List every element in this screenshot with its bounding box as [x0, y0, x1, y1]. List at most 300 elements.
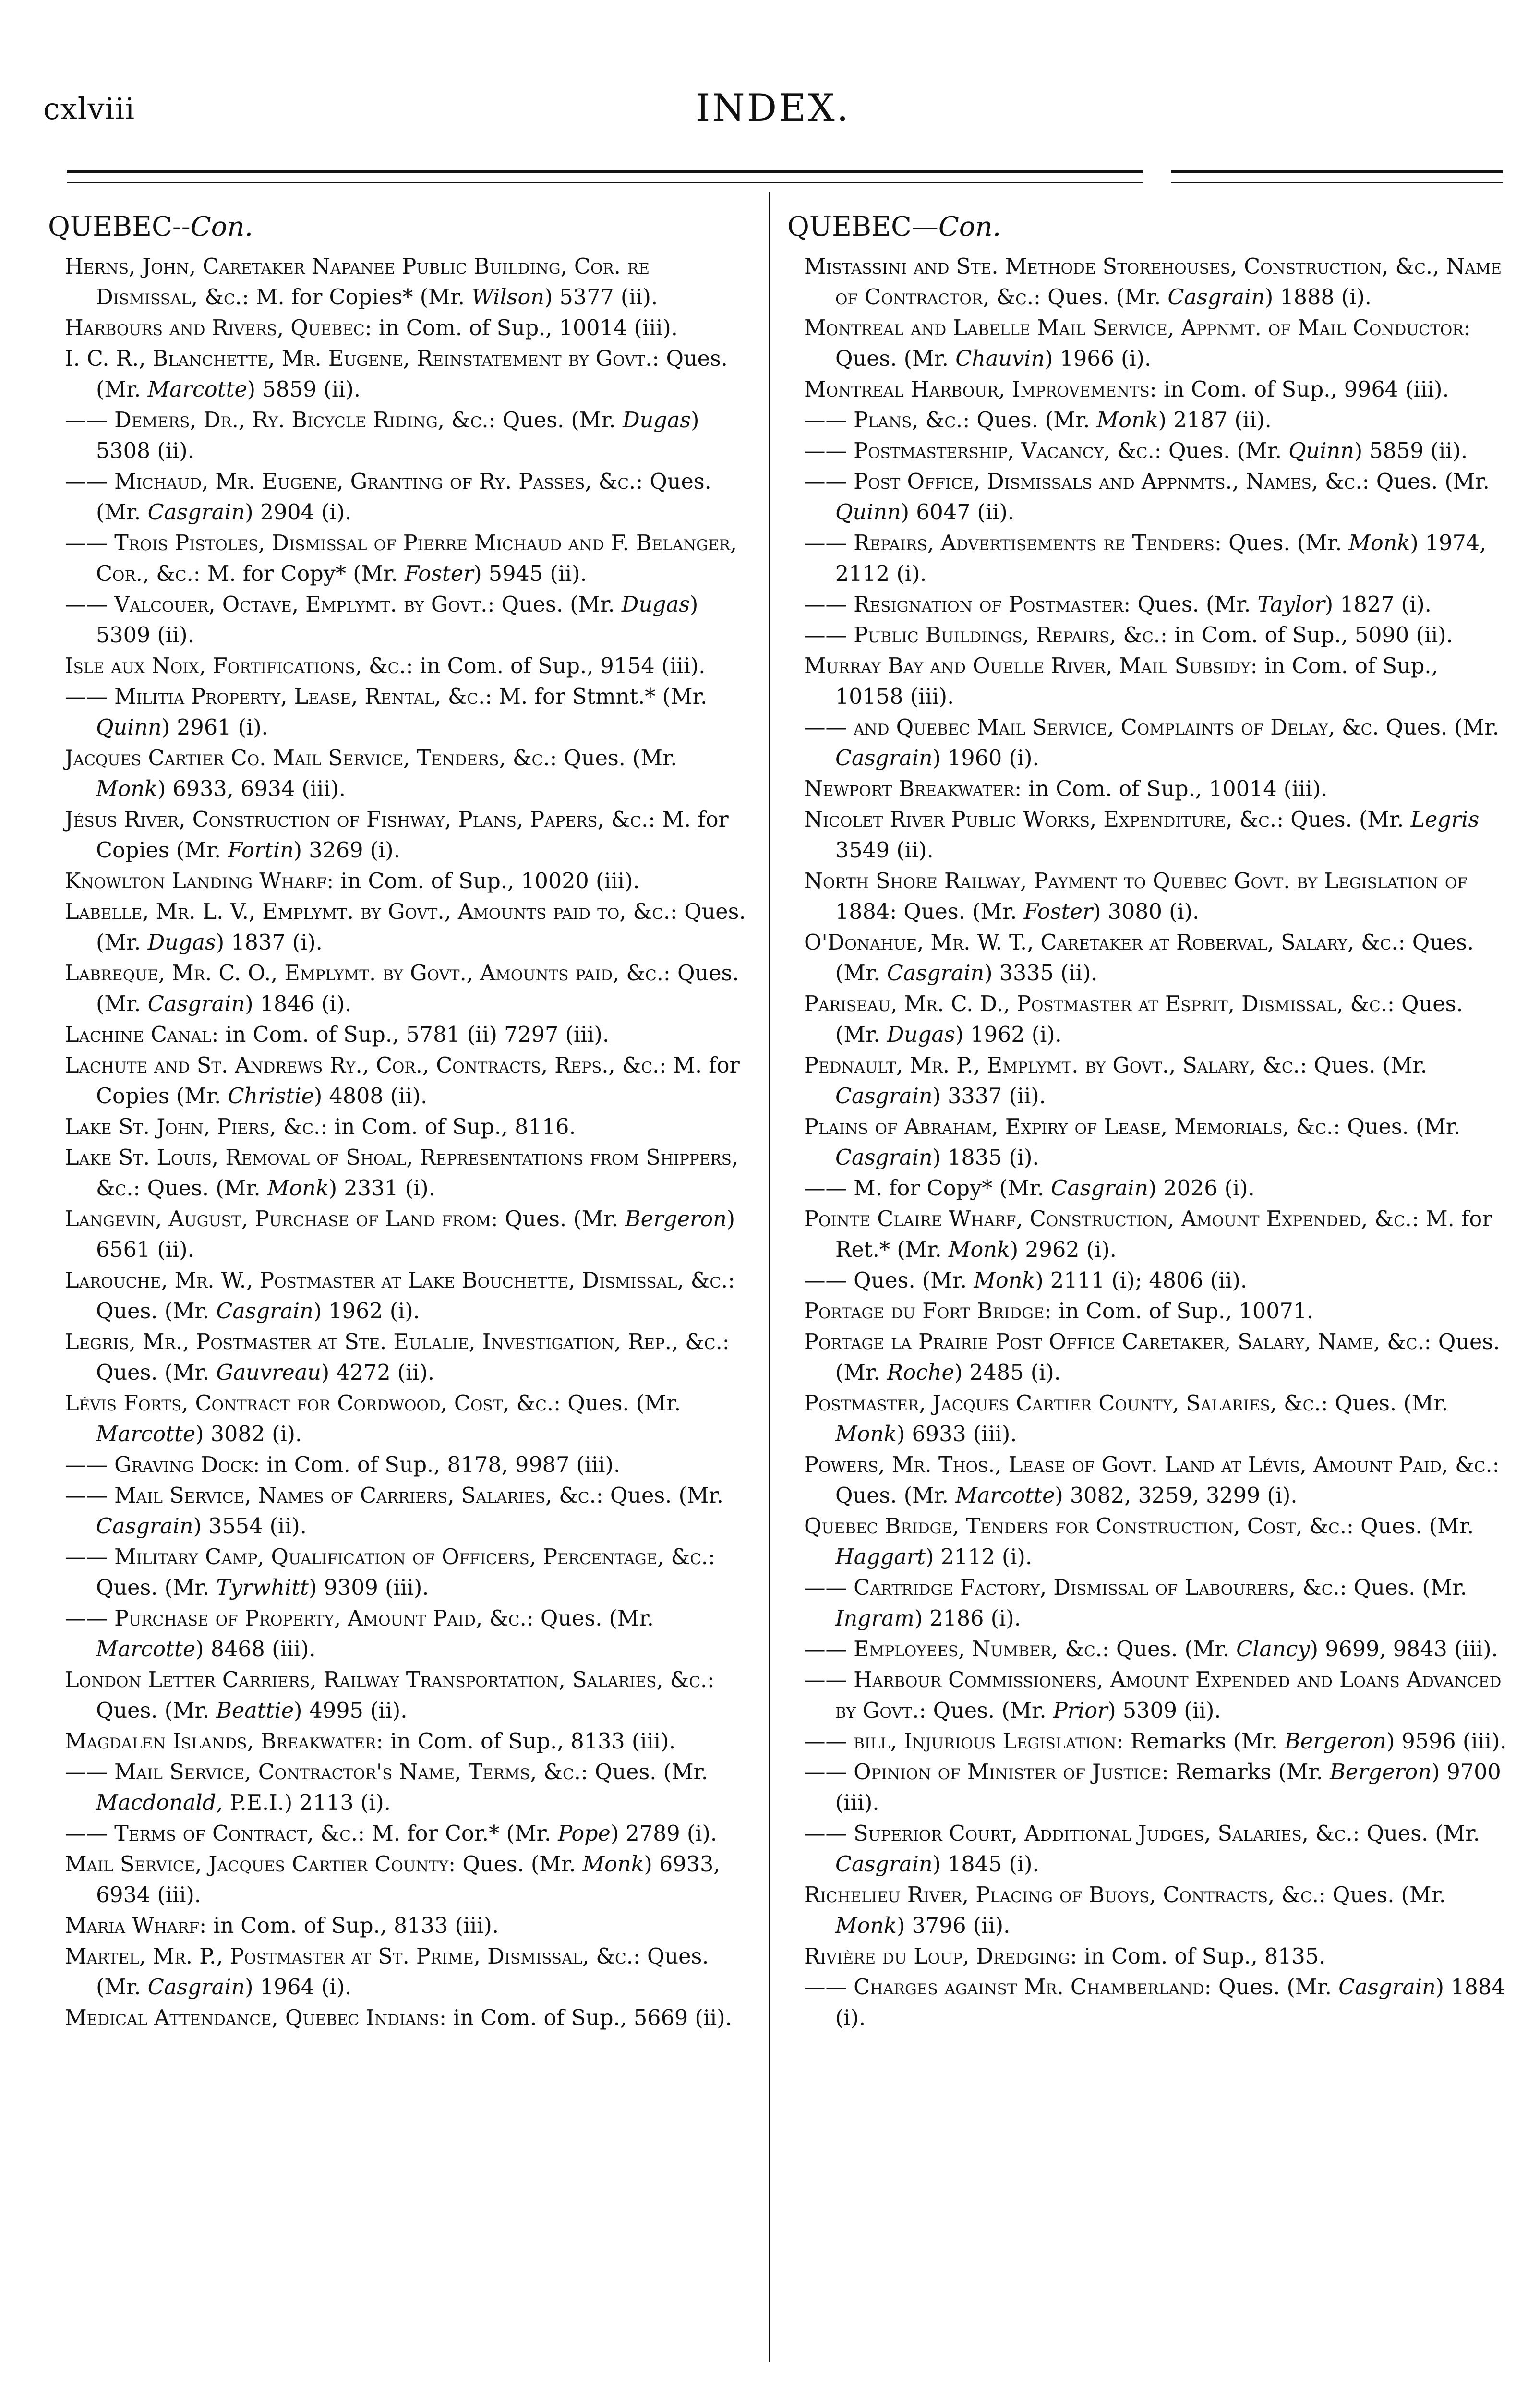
entry-heading: —— Charges against Mr. Chamberland:	[804, 1975, 1212, 2000]
entry-member: Fortin	[228, 838, 294, 863]
page-number: cxlviii	[43, 91, 135, 126]
index-entry	[787, 1665, 1507, 1726]
entry-reference: Ques. (Mr.	[96, 1944, 709, 2000]
entry-page-ref: ) 2112 (i).	[926, 1545, 1033, 1569]
entry-member: Pope	[558, 1821, 611, 1846]
entry-page-ref: ) 6933, 6934 (iii).	[96, 1852, 721, 1907]
entry-reference: Ques. (Mr.	[835, 347, 956, 371]
entry-heading: —— Military Camp, Qualification of Officers, Percentage, &c.:	[65, 1545, 716, 1569]
entry-reference: M. for Cor.* (Mr.	[365, 1821, 558, 1846]
header-rule-right	[1171, 170, 1503, 173]
entry-member: Monk	[96, 777, 157, 801]
entry-member: Marcotte	[96, 1637, 196, 1662]
index-entry	[787, 313, 1507, 374]
index-entry	[787, 1573, 1507, 1634]
entry-page-ref: ) 2331 (i).	[328, 1176, 435, 1201]
entry-page-ref: ) 2962 (i).	[1010, 1238, 1117, 1262]
entry-member: Dugas	[887, 1023, 955, 1047]
entry-heading: Quebec Bridge, Tenders for Construction, Cost, &c.:	[804, 1514, 1354, 1539]
entry-heading: Plains of Abraham, Expiry of Lease, Memorials, &c.:	[804, 1115, 1341, 1139]
entry-heading: Pointe Claire Wharf, Construction, Amount Expended, &c.:	[804, 1207, 1419, 1231]
entry-heading: Lake St. Louis, Removal of Shoal, Representations from Shippers, &c.:	[65, 1145, 739, 1201]
index-entry	[48, 958, 754, 1020]
index-entry	[787, 712, 1507, 774]
entry-page-ref: ) 4808 (ii).	[313, 1084, 428, 1109]
entry-page-ref: ) 3080 (i).	[1093, 900, 1200, 924]
entry-member: Macdonald,	[96, 1791, 223, 1815]
index-entry	[787, 1204, 1507, 1266]
entry-heading: Jésus River, Construction of Fishway, Plans, Papers, &c.:	[65, 808, 656, 832]
entry-heading: —— Opinion of Minister of Justice:	[804, 1760, 1169, 1784]
index-entry	[48, 528, 754, 590]
entry-reference: Ques. (Mr.	[1284, 808, 1411, 832]
index-entry	[787, 928, 1507, 989]
index-entry	[787, 1327, 1507, 1388]
entry-heading: Powers, Mr. Thos., Lease of Govt. Land at Lévis, Amount Paid, &c.:	[804, 1453, 1500, 1477]
entry-reference: M. for Copy* (Mr.	[847, 1176, 1051, 1201]
index-entry	[48, 651, 754, 682]
entry-heading: Magdalen Islands, Breakwater:	[65, 1729, 384, 1754]
index-entry	[787, 436, 1507, 467]
entry-heading: —— Employees, Number, &c.:	[804, 1637, 1109, 1662]
index-entry	[48, 1603, 754, 1665]
entry-reference: Ques. (Mr.	[970, 408, 1097, 433]
entry-heading: Newport Breakwater:	[804, 777, 1022, 801]
entry-reference: Ques. (Mr.	[96, 347, 728, 402]
entry-page-ref: ) 5859 (ii).	[247, 377, 361, 402]
index-entry	[48, 252, 754, 313]
entry-heading: O'Donahue, Mr. W. T., Caretaker at Roberval, Salary, &c.:	[804, 930, 1406, 955]
index-entry	[787, 989, 1507, 1050]
index-entry	[48, 2003, 754, 2034]
entry-reference: in Com. of Sup., 5669 (ii).	[446, 2006, 732, 2030]
entry-member: Casgrain	[835, 746, 933, 771]
entry-member: Casgrain	[1338, 1975, 1436, 2000]
index-entry	[787, 374, 1507, 405]
index-entry	[787, 1941, 1507, 1972]
entry-member: Tyrwhitt	[216, 1576, 309, 1600]
entry-reference: Ques. (Mr.	[1131, 592, 1258, 617]
entry-reference: Ques. (Mr.	[140, 1176, 267, 1201]
entry-reference: Ques. (Mr.	[456, 1852, 583, 1877]
entry-page-ref: ) 5309 (ii).	[96, 592, 698, 648]
index-entry	[48, 682, 754, 743]
entry-heading: Mistassini and Ste. Methode Storehouses, Construction, &c., Name of Contractor, &c.:	[804, 254, 1502, 310]
entry-reference: Ques. (Mr.	[96, 1361, 217, 1385]
right-column	[787, 211, 1507, 2386]
page-header	[43, 82, 1503, 149]
index-entry	[48, 1481, 754, 1542]
entry-heading: —— Valcouer, Octave, Emplymt. by Govt.:	[65, 592, 495, 617]
entry-reference: M. for Stmnt.* (Mr.	[492, 685, 708, 709]
entry-member: Casgrain	[147, 1975, 245, 2000]
entry-page-ref: ) 2026 (i).	[1148, 1176, 1255, 1201]
entry-page-ref: ) 9309 (iii).	[309, 1576, 429, 1600]
entry-member: Bergeron	[625, 1207, 727, 1231]
entry-page-ref: ) 5945 (ii).	[473, 562, 587, 586]
index-entry	[48, 743, 754, 805]
entry-page-ref: ) 2961 (i).	[161, 715, 268, 740]
entry-reference: in Com. of Sup., 8116.	[327, 1115, 576, 1139]
entry-page-ref: ) 4272 (ii).	[321, 1361, 435, 1385]
entry-reference: in Com. of Sup., 9154 (iii).	[413, 654, 706, 678]
entry-heading: Lachine Canal:	[65, 1023, 219, 1047]
entry-reference: M. for Ret.* (Mr.	[835, 1207, 1492, 1262]
entry-heading: —— Superior Court, Additional Judges, Salaries, &c.:	[804, 1821, 1360, 1846]
index-entry	[48, 1204, 754, 1266]
entry-reference: in Com. of Sup., 10158 (iii).	[835, 654, 1438, 709]
entry-member: Casgrain	[1051, 1176, 1148, 1201]
entry-member: Monk	[835, 1914, 897, 1938]
entry-reference: Ques. (Mr.	[1109, 1637, 1237, 1662]
index-entry	[787, 1880, 1507, 1941]
entry-page-ref: ) 5309 (ii).	[1107, 1699, 1221, 1723]
entry-reference: Ques. (Mr.	[96, 1299, 217, 1324]
index-entry	[48, 1941, 754, 2003]
entry-reference: Ques. (Mr.	[835, 1483, 956, 1508]
entry-page-ref: ) 1962 (i).	[313, 1299, 420, 1324]
entry-heading: Legris, Mr., Postmaster at Ste. Eulalie, Investigation, Rep., &c.:	[65, 1330, 730, 1354]
entry-page-ref: ) 6933 (iii).	[896, 1422, 1017, 1447]
entry-member: Bergeron	[1285, 1729, 1386, 1754]
index-entry	[787, 1511, 1507, 1573]
entry-heading: —— Mail Service, Contractor's Name, Terms, &c.:	[65, 1760, 588, 1784]
entry-page-ref: ) 1966 (i).	[1045, 347, 1152, 371]
entry-heading: ——	[804, 1268, 847, 1293]
entry-heading: Lévis Forts, Contract for Cordwood, Cost, &c.:	[65, 1391, 561, 1416]
index-entry	[787, 467, 1507, 528]
entry-reference: Ques. (Mr.	[847, 1268, 974, 1293]
entry-member: Casgrain	[147, 500, 245, 525]
entry-member: Casgrain	[96, 1514, 193, 1539]
entry-heading: Labelle, Mr. L. V., Emplymt. by Govt., Amounts paid to, &c.:	[65, 900, 677, 924]
entry-page-ref: ) 1974, 2112 (i).	[835, 531, 1487, 586]
entry-heading: London Letter Carriers, Railway Transportation, Salaries, &c.:	[65, 1668, 715, 1692]
entry-heading: Herns, John, Caretaker Napanee Public Building, Cor. re Dismissal, &c.:	[65, 254, 650, 310]
index-entry	[787, 1757, 1507, 1819]
entry-member: Casgrain	[887, 961, 985, 986]
entry-member: Quinn	[1288, 439, 1354, 463]
entry-member: Bergeron	[1330, 1760, 1432, 1784]
entry-member: Monk	[1096, 408, 1158, 433]
entry-member: Casgrain	[835, 1145, 933, 1170]
index-entry	[787, 1819, 1507, 1880]
entry-heading: Maria Wharf:	[65, 1914, 207, 1938]
entry-member: Taylor	[1257, 592, 1325, 617]
index-entry	[787, 1972, 1507, 2034]
index-entry	[48, 1911, 754, 1941]
entry-heading: Pednault, Mr. P., Emplymt. by Govt., Salary, &c.:	[804, 1053, 1307, 1078]
entry-reference: Ques. (Mr.	[1369, 470, 1490, 494]
index-entry	[787, 590, 1507, 620]
header-rule-thin	[67, 182, 1143, 183]
entry-member: Legris	[1410, 808, 1480, 832]
entry-reference: Ques. (Mr.	[495, 408, 623, 433]
entry-page-ref: ) 5377 (ii).	[544, 285, 658, 310]
entry-page-ref: ) 1884 (i).	[835, 1975, 1505, 2030]
entry-reference: in Com. of Sup., 10014 (iii).	[372, 316, 678, 340]
entry-heading: Martel, Mr. P., Postmaster at St. Prime, Dismissal, &c.:	[65, 1944, 640, 1969]
entry-reference: Ques. (Mr.	[1340, 1115, 1461, 1139]
entry-member: Clancy	[1236, 1637, 1310, 1662]
index-entry	[787, 1726, 1507, 1757]
left-column	[48, 211, 754, 2386]
entry-heading: Nicolet River Public Works, Expenditure, &c.:	[804, 808, 1284, 832]
index-entry	[48, 1388, 754, 1450]
index-entry	[787, 1112, 1507, 1173]
entry-member: Marcotte	[147, 377, 247, 402]
entry-reference: Ques. (Mr.	[1353, 1514, 1474, 1539]
header-rule-right-thin	[1171, 182, 1503, 183]
index-entry	[787, 651, 1507, 712]
entry-reference: M. for Copies* (Mr.	[249, 285, 472, 310]
entry-reference: Ques. (Mr.	[1040, 285, 1168, 310]
index-entry	[787, 1296, 1507, 1327]
entry-page-ref: ) 1888 (i).	[1264, 285, 1372, 310]
entry-member: Quinn	[835, 500, 901, 525]
entry-heading: Labreque, Mr. C. O., Emplymt. by Govt., Amounts paid, &c.:	[65, 961, 671, 986]
entry-page-ref: ) 1827 (i).	[1324, 592, 1432, 617]
entry-reference: Ques. (Mr.	[835, 930, 1474, 986]
entry-reference: Ques. (Mr.	[557, 746, 677, 771]
entry-page-ref: ) 3082 (i).	[195, 1422, 302, 1447]
entry-heading: —— Purchase of Property, Amount Paid, &c.:	[65, 1606, 534, 1631]
entry-reference: in Com. of Sup., 8133 (iii).	[383, 1729, 676, 1754]
entry-reference: in Com. of Sup., 5090 (ii).	[1167, 623, 1453, 648]
section-heading-con: Con.	[938, 211, 1001, 242]
entry-page-ref: ) 2485 (i).	[954, 1361, 1061, 1385]
entry-reference: Ques. (Mr.	[498, 1207, 625, 1231]
index-entry	[48, 897, 754, 958]
entry-heading: Postmaster, Jacques Cartier County, Salaries, &c.:	[804, 1391, 1328, 1416]
entry-page-ref: ) 4995 (ii).	[294, 1699, 408, 1723]
index-entry	[787, 1050, 1507, 1112]
header-rule	[67, 170, 1143, 173]
entry-heading: Richelieu River, Placing of Buoys, Contracts, &c.:	[804, 1883, 1326, 1907]
entry-member: Wilson	[471, 285, 544, 310]
entry-reference: M. for Copies (Mr.	[96, 1053, 740, 1109]
entry-reference: in Com. of Sup., 8178, 9987 (iii).	[260, 1453, 620, 1477]
entry-reference: Ques. (Mr.	[1307, 1053, 1427, 1078]
entry-heading: Larouche, Mr. W., Postmaster at Lake Bouchette, Dismissal, &c.:	[65, 1268, 735, 1293]
entry-member: Dugas	[621, 592, 690, 617]
index-entry	[787, 774, 1507, 805]
entry-heading: —— Public Buildings, Repairs, &c.:	[804, 623, 1167, 648]
index-entry	[48, 1542, 754, 1603]
entry-page-ref: ) 1846 (i).	[245, 992, 352, 1016]
entry-page-ref: ) 1960 (i).	[932, 746, 1039, 771]
entry-reference: Ques. (Mr.	[96, 1699, 217, 1723]
entry-page-ref: ) 9700 (iii).	[835, 1760, 1501, 1815]
entry-reference: in Com. of Sup., 8135.	[1077, 1944, 1326, 1969]
index-entry	[787, 1388, 1507, 1450]
entry-reference: Ques. (Mr.	[96, 1576, 217, 1600]
entry-reference: Ques. (Mr.	[897, 900, 1024, 924]
section-heading-con: Con.	[190, 211, 253, 242]
entry-reference: in Com. of Sup., 10020 (iii).	[334, 869, 640, 893]
index-entry	[48, 344, 754, 405]
entry-reference: Ques. (Mr.	[96, 900, 746, 955]
entry-page-ref: ) 3269 (i).	[293, 838, 400, 863]
index-entry	[48, 313, 754, 344]
entry-member: Monk	[1348, 531, 1410, 555]
entry-heading: Isle aux Noix, Fortifications, &c.:	[65, 654, 413, 678]
entry-page-ref: ) 9699, 9843 (iii).	[1310, 1637, 1498, 1662]
entry-member: Gauvreau	[216, 1361, 321, 1385]
entry-heading: Lachute and St. Andrews Ry., Cor., Contracts, Reps., &c.:	[65, 1053, 667, 1078]
entry-heading: —— Militia Property, Lease, Rental, &c.:	[65, 685, 493, 709]
entry-reference: M. for Copy* (Mr.	[200, 562, 405, 586]
index-entry	[787, 620, 1507, 651]
entry-page-ref: ) 9596 (iii).	[1386, 1729, 1507, 1754]
entry-page-ref: ) 1835 (i).	[932, 1145, 1039, 1170]
entry-heading: —— Demers, Dr., Ry. Bicycle Riding, &c.:	[65, 408, 496, 433]
index-entry	[787, 866, 1507, 928]
entry-member: Monk	[974, 1268, 1035, 1293]
entry-reference: in Com. of Sup., 8133 (iii).	[206, 1914, 499, 1938]
entry-member: Quinn	[96, 715, 162, 740]
index-entry	[48, 866, 754, 897]
entry-reference: Ques. (Mr.	[1222, 531, 1349, 555]
index-entry	[787, 1173, 1507, 1204]
entry-heading: I. C. R., Blanchette, Mr. Eugene, Reinstatement by Govt.:	[65, 347, 660, 371]
entry-reference: Remarks (Mr.	[1168, 1760, 1330, 1784]
running-title: INDEX.	[695, 86, 851, 130]
entry-member: Casgrain	[835, 1084, 933, 1109]
index-entry	[48, 1143, 754, 1204]
entry-page-ref: ) 1837 (i).	[216, 930, 323, 955]
entry-page-ref: P.E.I.) 2113 (i).	[223, 1791, 391, 1815]
entry-heading: Harbours and Rivers, Quebec:	[65, 316, 372, 340]
entry-page-ref: ) 3337 (ii).	[932, 1084, 1046, 1109]
entry-heading: Montreal Harbour, Improvements:	[804, 377, 1157, 402]
entry-heading: —— Cartridge Factory, Dismissal of Labourers, &c.:	[804, 1576, 1347, 1600]
section-heading-text: QUEBEC—	[787, 211, 938, 242]
entry-page-ref: ) 3082, 3259, 3299 (i).	[1055, 1483, 1298, 1508]
index-entry	[48, 1020, 754, 1050]
section-heading	[48, 211, 754, 243]
entry-page-ref: ) 6047 (ii).	[901, 500, 1014, 525]
entry-heading: —— Michaud, Mr. Eugene, Granting of Ry. Passes, &c.:	[65, 470, 643, 494]
column-divider	[769, 192, 770, 2362]
entry-member: Foster	[1023, 900, 1093, 924]
entry-reference: Ques. (Mr.	[1161, 439, 1289, 463]
entry-heading: Knowlton Landing Wharf:	[65, 869, 334, 893]
entry-page-ref: ) 3796 (ii).	[896, 1914, 1011, 1938]
entry-heading: Portage du Fort Bridge:	[804, 1299, 1052, 1324]
entry-member: Casgrain	[147, 992, 245, 1016]
entry-reference: Ques. (Mr.	[494, 592, 622, 617]
entry-page-ref: ) 3554 (ii).	[193, 1514, 307, 1539]
entry-reference: in Com. of Sup., 10014 (iii).	[1022, 777, 1328, 801]
index-entry	[787, 405, 1507, 436]
entry-page-ref: ) 2789 (i).	[610, 1821, 717, 1846]
entry-heading: Lake St. John, Piers, &c.:	[65, 1115, 328, 1139]
entry-page-ref: ) 1845 (i).	[932, 1852, 1039, 1877]
entry-heading: —— bill, Injurious Legislation:	[804, 1729, 1124, 1754]
entry-heading: —— Plans, &c.:	[804, 408, 970, 433]
index-entry	[48, 1665, 754, 1726]
index-entry	[787, 1266, 1507, 1296]
entry-reference: in Com. of Sup., 9964 (iii).	[1156, 377, 1449, 402]
entry-heading: —— and Quebec Mail Service, Complaints of Delay, &c.	[804, 715, 1379, 740]
entry-page-ref: 3549 (ii).	[835, 838, 934, 863]
entry-member: Beattie	[216, 1699, 294, 1723]
entry-member: Monk	[948, 1238, 1010, 1262]
entry-member: Marcotte	[96, 1422, 196, 1447]
entry-heading: —— Trois Pistoles, Dismissal of Pierre Michaud and F. Belanger, Cor., &c.:	[65, 531, 737, 586]
entry-member: Ingram	[835, 1606, 914, 1631]
entry-reference: in Com. of Sup., 10071.	[1051, 1299, 1314, 1324]
entry-page-ref: ) 6561 (ii).	[96, 1207, 735, 1262]
index-entry	[48, 1450, 754, 1481]
entry-heading: —— Graving Dock:	[65, 1453, 260, 1477]
index-entry	[787, 1634, 1507, 1665]
entry-heading: Medical Attendance, Quebec Indians:	[65, 2006, 447, 2030]
index-entry	[48, 590, 754, 651]
entry-heading: ——	[804, 1176, 847, 1201]
index-entry	[48, 1327, 754, 1388]
entry-reference: Ques. (Mr.	[1328, 1391, 1448, 1416]
index-entry	[48, 1757, 754, 1819]
entry-list	[787, 252, 1507, 2034]
entry-reference: Ques. (Mr.	[603, 1483, 723, 1508]
entry-member: Prior	[1053, 1699, 1108, 1723]
entry-heading: —— Post Office, Dismissals and Appnmts., Names, &c.:	[804, 470, 1370, 494]
entry-member: Monk	[835, 1422, 897, 1447]
entry-member: Chauvin	[955, 347, 1045, 371]
entry-page-ref: ) 6933, 6934 (iii).	[157, 777, 346, 801]
entry-heading: —— Terms of Contract, &c.:	[65, 1821, 365, 1846]
entry-page-ref: ) 2187 (ii).	[1158, 408, 1272, 433]
entry-page-ref: ) 5308 (ii).	[96, 408, 699, 463]
entry-heading: Langevin, August, Purchase of Land from:	[65, 1207, 498, 1231]
entry-page-ref: ) 3335 (ii).	[984, 961, 1098, 986]
entry-member: Christie	[228, 1084, 314, 1109]
entry-member: Roche	[887, 1361, 954, 1385]
entry-heading: —— Postmastership, Vacancy, &c.:	[804, 439, 1162, 463]
index-entry	[48, 1050, 754, 1112]
entry-member: Monk	[582, 1852, 644, 1877]
index-entry	[48, 405, 754, 467]
entry-page-ref: ) 8468 (iii).	[195, 1637, 316, 1662]
entry-reference: M. for Copies (Mr.	[96, 808, 729, 863]
entry-page-ref: ) 1962 (i).	[955, 1023, 1062, 1047]
entry-reference: Ques. (Mr.	[835, 1330, 1500, 1385]
entry-member: Haggart	[835, 1545, 926, 1569]
index-entry	[48, 467, 754, 528]
index-entry	[48, 1112, 754, 1143]
entry-heading: Rivière du Loup, Dredging:	[804, 1944, 1077, 1969]
entry-reference: Ques. (Mr.	[96, 961, 739, 1016]
entry-reference: Ques. (Mr.	[533, 1606, 654, 1631]
entry-reference: Ques. (Mr.	[926, 1699, 1053, 1723]
index-entry	[48, 1849, 754, 1911]
entry-heading: —— Resignation of Postmaster:	[804, 592, 1131, 617]
entry-member: Marcotte	[955, 1483, 1055, 1508]
entry-page-ref: ) 5859 (ii).	[1354, 439, 1468, 463]
entry-member: Monk	[267, 1176, 329, 1201]
entry-heading: —— Mail Service, Names of Carriers, Salaries, &c.:	[65, 1483, 603, 1508]
index-entry	[48, 1266, 754, 1327]
index-entry	[787, 1450, 1507, 1511]
entry-member: Casgrain	[1167, 285, 1265, 310]
entry-heading: Murray Bay and Ouelle River, Mail Subsidy:	[804, 654, 1258, 678]
entry-heading: North Shore Railway, Payment to Quebec Govt. by Legislation of 1884:	[804, 869, 1468, 924]
entry-reference: in Com. of Sup., 5781 (ii) 7297 (iii).	[218, 1023, 610, 1047]
entry-page-ref: ) 2111 (i); 4806 (ii).	[1035, 1268, 1248, 1293]
entry-reference: Remarks (Mr.	[1123, 1729, 1285, 1754]
